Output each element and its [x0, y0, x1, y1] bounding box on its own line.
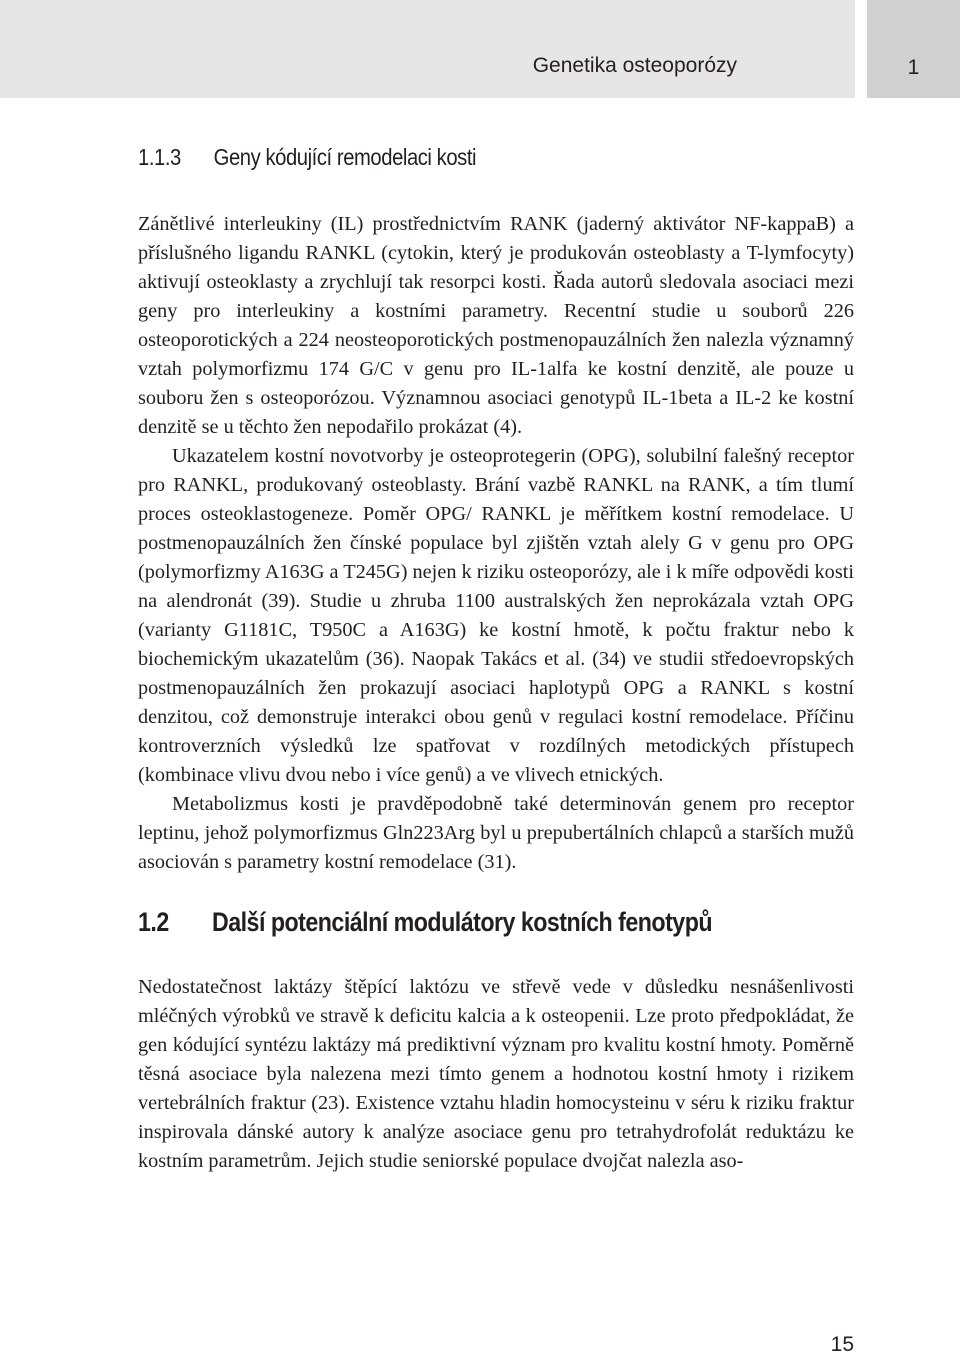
- paragraph: Ukazatelem kostní novotvorby je osteoprotegerin (OPG), solubilní falešný receptor pro RANKL, produkovaný osteoblasty. Brání vazbě RANKL na RANK, a tím tlumí proces osteoklastogeneze. Poměr OPG/ RANKL je měřítkem kostní remodelace. U postmenopauzálních žen čínské populace byl zjištěn vztah alely G v genu pro OPG (polymorfizmy A163G a T245G) nejen k riziku osteoporózy, ale i k míře odpovědi kosti na alendronát (39). Studie u zhruba 1100 australských žen neprokázala vztah OPG (varianty G1181C, T950C a A163G) ke kostní hmotě, k počtu fraktur nebo k biochemickým ukazatelům (36). Naopak Takács et al. (34) ve studii středoevropských postmenopauzálních žen prokazují asociaci haplotypů OPG a RANKL s kostní denzitou, což demonstruje interakci obou genů v regulaci kostní remodelace. Příčinu kontroverzních výsledků lze spatřovat v rozdílných metodických přístupech (kombinace vlivu dvou nebo i více genů) a ve vlivech etnických.: [138, 445, 854, 786]
- section-title: Další potenciální modulátory kostních fenotypů: [211, 907, 713, 937]
- page-number: 15: [830, 1333, 854, 1356]
- subsection-number: 1.1.3: [138, 144, 181, 170]
- paragraph: Metabolizmus kosti je pravděpodobně také determinován genem pro receptor leptinu, jehož polymorfizmus Gln223Arg byl u prepubertálních chlapců a starších mužů asociován s parametry kostní remodelace (31).: [138, 793, 854, 873]
- section-heading: [138, 905, 754, 939]
- paragraph: Zánětlivé interleukiny (IL) prostřednictvím RANK (jaderný aktivátor NF-kappaB) a příslušného ligandu RANKL (cytokin, který je produkován osteoblasty a T-lymfocyty) aktivují osteoklasty a zrychlují tak resorpci kosti. Řada autorů sledovala asociaci mezi geny pro interleukiny a kostními parametry. Recentní studie u souborů 226 osteoporotických a 224 neosteoporotických postmenopauzálních žen nalezla významný vztah polymorfizmu 174 G/C v genu pro IL-1alfa ke kostní denzitě, ale pouze u souboru žen s osteoporózou. Významnou asociaci genotypů IL-1beta a IL-2 ke kostní denzitě se u těchto žen nepodařilo prokázat (4).: [138, 213, 854, 438]
- subsection-title: Geny kódující remodelaci kosti: [213, 144, 477, 170]
- paragraph: Nedostatečnost laktázy štěpící laktózu ve střevě vede v důsledku nesnášenlivosti mléčných výrobků ve stravě k deficitu kalcia a k osteopenii. Lze proto předpokládat, že gen kódující syntézu laktázy má prediktivní význam pro kvalitu kostní hmoty. Poměrně těsná asociace byla nalezena mezi tímto genem a hodnotou kostní hmoty i rizikem vertebrálních fraktur (23). Existence vztahu hladin homocysteinu v séru k riziku fraktur inspirovala dánské autory k analýze asociace genu pro tetrahydrofolát reduktázu ke kostním parametrům. Jejich studie seniorské populace dvojčat nalezla aso-: [138, 976, 854, 1172]
- header-band: [0, 0, 855, 98]
- subsection-heading: [138, 142, 768, 172]
- page-content: [138, 142, 854, 1176]
- chapter-number: 1: [907, 56, 920, 79]
- running-title: Genetika osteoporózy: [532, 54, 737, 77]
- section-number: 1.2: [138, 907, 169, 937]
- chapter-tab: [867, 0, 960, 98]
